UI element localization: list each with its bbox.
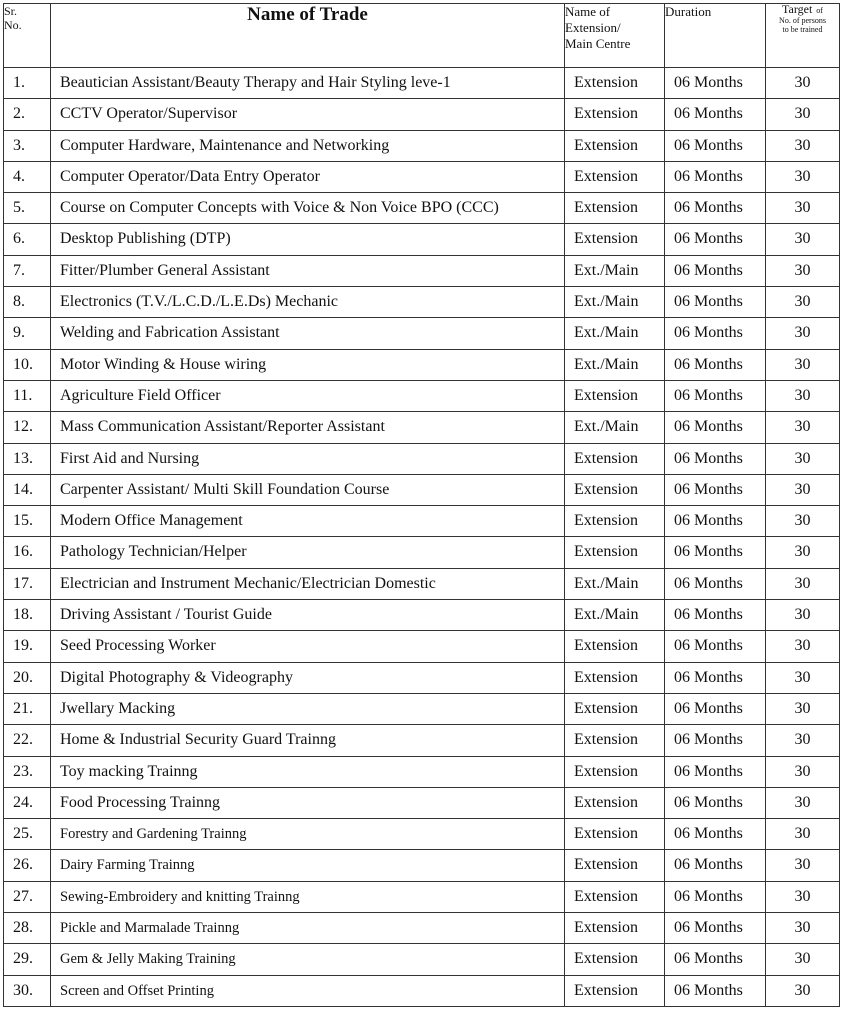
trade-name-cell: Computer Operator/Data Entry Operator [51, 161, 565, 192]
header-centre [565, 4, 665, 68]
table-row [4, 600, 840, 631]
trade-name-cell: Motor Winding & House wiring [51, 349, 565, 380]
sr-no-cell: 28. [4, 913, 51, 944]
table-row [4, 255, 840, 286]
table-row [4, 349, 840, 380]
trade-name-cell: Desktop Publishing (DTP) [51, 224, 565, 255]
table-row [4, 474, 840, 505]
target-cell: 30 [766, 975, 840, 1006]
centre-cell: Ext./Main [565, 318, 665, 349]
centre-cell: Extension [565, 787, 665, 818]
header-sr-line1: Sr. [4, 4, 18, 18]
table-row [4, 850, 840, 881]
target-cell: 30 [766, 412, 840, 443]
centre-cell: Extension [565, 693, 665, 724]
header-sr-no [4, 4, 51, 68]
centre-cell: Extension [565, 537, 665, 568]
target-cell: 30 [766, 255, 840, 286]
centre-cell: Extension [565, 725, 665, 756]
sr-no-cell: 11. [4, 380, 51, 411]
sr-no-cell: 12. [4, 412, 51, 443]
sr-no-cell: 30. [4, 975, 51, 1006]
centre-cell: Extension [565, 506, 665, 537]
header-ext-line1: Name of [565, 4, 611, 19]
trade-name-cell: CCTV Operator/Supervisor [51, 99, 565, 130]
target-cell: 30 [766, 161, 840, 192]
sr-no-cell: 19. [4, 631, 51, 662]
header-ext-line3: Main Centre [565, 36, 631, 51]
table-row [4, 693, 840, 724]
trade-name-cell: First Aid and Nursing [51, 443, 565, 474]
duration-cell: 06 Months [665, 443, 766, 474]
target-cell: 30 [766, 631, 840, 662]
duration-cell: 06 Months [665, 850, 766, 881]
duration-cell: 06 Months [665, 349, 766, 380]
trade-name-cell: Screen and Offset Printing [51, 975, 565, 1006]
duration-cell: 06 Months [665, 693, 766, 724]
target-cell: 30 [766, 287, 840, 318]
header-target [766, 4, 840, 68]
sr-no-cell: 24. [4, 787, 51, 818]
header-ext-line2: Extension/ [565, 20, 621, 35]
duration-cell: 06 Months [665, 130, 766, 161]
duration-cell: 06 Months [665, 318, 766, 349]
centre-cell: Extension [565, 631, 665, 662]
duration-cell: 06 Months [665, 287, 766, 318]
sr-no-cell: 21. [4, 693, 51, 724]
target-cell: 30 [766, 913, 840, 944]
sr-no-cell: 22. [4, 725, 51, 756]
target-cell: 30 [766, 600, 840, 631]
table-row [4, 161, 840, 192]
duration-cell: 06 Months [665, 99, 766, 130]
duration-cell: 06 Months [665, 255, 766, 286]
target-cell: 30 [766, 506, 840, 537]
target-cell: 30 [766, 130, 840, 161]
duration-cell: 06 Months [665, 975, 766, 1006]
trade-name-cell: Carpenter Assistant/ Multi Skill Foundation Course [51, 474, 565, 505]
target-cell: 30 [766, 787, 840, 818]
centre-cell: Extension [565, 819, 665, 850]
trade-name-cell: Home & Industrial Security Guard Trainng [51, 725, 565, 756]
centre-cell: Ext./Main [565, 255, 665, 286]
sr-no-cell: 17. [4, 568, 51, 599]
duration-cell: 06 Months [665, 600, 766, 631]
trade-name-cell: Forestry and Gardening Trainng [51, 819, 565, 850]
duration-cell: 06 Months [665, 819, 766, 850]
sr-no-cell: 6. [4, 224, 51, 255]
centre-cell: Ext./Main [565, 600, 665, 631]
table-row [4, 99, 840, 130]
centre-cell: Extension [565, 99, 665, 130]
centre-cell: Extension [565, 224, 665, 255]
header-target-line3: to be trained [782, 25, 823, 34]
duration-cell: 06 Months [665, 881, 766, 912]
target-cell: 30 [766, 193, 840, 224]
duration-cell: 06 Months [665, 68, 766, 99]
table-row [4, 725, 840, 756]
trade-name-cell: Driving Assistant / Tourist Guide [51, 600, 565, 631]
centre-cell: Ext./Main [565, 287, 665, 318]
trade-name-cell: Electrician and Instrument Mechanic/Electrician Domestic [51, 568, 565, 599]
sr-no-cell: 25. [4, 819, 51, 850]
trade-name-cell: Dairy Farming Trainng [51, 850, 565, 881]
table-row [4, 443, 840, 474]
sr-no-cell: 3. [4, 130, 51, 161]
duration-cell: 06 Months [665, 474, 766, 505]
trade-name-cell: Pickle and Marmalade Trainng [51, 913, 565, 944]
trade-name-cell: Course on Computer Concepts with Voice & Non Voice BPO (CCC) [51, 193, 565, 224]
header-target-of: of [816, 6, 823, 15]
table-header [4, 4, 840, 68]
table-row [4, 881, 840, 912]
table-row [4, 913, 840, 944]
table-row [4, 412, 840, 443]
sr-no-cell: 5. [4, 193, 51, 224]
sr-no-cell: 10. [4, 349, 51, 380]
target-cell: 30 [766, 944, 840, 975]
target-cell: 30 [766, 693, 840, 724]
sr-no-cell: 15. [4, 506, 51, 537]
target-cell: 30 [766, 662, 840, 693]
trade-name-cell: Food Processing Trainng [51, 787, 565, 818]
trade-name-cell: Gem & Jelly Making Training [51, 944, 565, 975]
header-target-word: Target [782, 2, 813, 16]
sr-no-cell: 2. [4, 99, 51, 130]
centre-cell: Extension [565, 756, 665, 787]
duration-cell: 06 Months [665, 568, 766, 599]
table-row [4, 506, 840, 537]
sr-no-cell: 16. [4, 537, 51, 568]
target-cell: 30 [766, 99, 840, 130]
duration-cell: 06 Months [665, 756, 766, 787]
target-cell: 30 [766, 318, 840, 349]
sr-no-cell: 14. [4, 474, 51, 505]
table-body [4, 68, 840, 1007]
sr-no-cell: 13. [4, 443, 51, 474]
duration-cell: 06 Months [665, 380, 766, 411]
header-name-of-trade: Name of Trade [51, 4, 565, 68]
trade-name-cell: Modern Office Management [51, 506, 565, 537]
table-row [4, 975, 840, 1006]
table-row [4, 631, 840, 662]
centre-cell: Extension [565, 443, 665, 474]
centre-cell: Ext./Main [565, 412, 665, 443]
duration-cell: 06 Months [665, 537, 766, 568]
trade-name-cell: Seed Processing Worker [51, 631, 565, 662]
duration-cell: 06 Months [665, 787, 766, 818]
target-cell: 30 [766, 850, 840, 881]
trade-name-cell: Agriculture Field Officer [51, 380, 565, 411]
centre-cell: Extension [565, 161, 665, 192]
table-row [4, 756, 840, 787]
duration-cell: 06 Months [665, 725, 766, 756]
target-cell: 30 [766, 568, 840, 599]
sr-no-cell: 9. [4, 318, 51, 349]
table-row [4, 819, 840, 850]
table-row [4, 662, 840, 693]
centre-cell: Extension [565, 193, 665, 224]
target-cell: 30 [766, 819, 840, 850]
duration-cell: 06 Months [665, 161, 766, 192]
table-row [4, 287, 840, 318]
duration-cell: 06 Months [665, 412, 766, 443]
centre-cell: Extension [565, 130, 665, 161]
table-row [4, 380, 840, 411]
trade-name-cell: Welding and Fabrication Assistant [51, 318, 565, 349]
target-cell: 30 [766, 68, 840, 99]
target-cell: 30 [766, 380, 840, 411]
trade-name-cell: Toy macking Trainng [51, 756, 565, 787]
trade-name-cell: Pathology Technician/Helper [51, 537, 565, 568]
trade-name-cell: Sewing-Embroidery and knitting Trainng [51, 881, 565, 912]
table-row [4, 944, 840, 975]
header-target-line2: No. of persons [779, 16, 826, 25]
duration-cell: 06 Months [665, 913, 766, 944]
centre-cell: Ext./Main [565, 349, 665, 380]
sr-no-cell: 20. [4, 662, 51, 693]
centre-cell: Extension [565, 975, 665, 1006]
centre-cell: Extension [565, 474, 665, 505]
table-row [4, 537, 840, 568]
trade-name-cell: Digital Photography & Videography [51, 662, 565, 693]
centre-cell: Extension [565, 662, 665, 693]
table-row [4, 568, 840, 599]
duration-cell: 06 Months [665, 506, 766, 537]
trade-name-cell: Jwellary Macking [51, 693, 565, 724]
table-row [4, 130, 840, 161]
target-cell: 30 [766, 443, 840, 474]
table-row [4, 318, 840, 349]
sr-no-cell: 4. [4, 161, 51, 192]
trades-table [3, 3, 840, 1007]
sr-no-cell: 29. [4, 944, 51, 975]
trade-name-cell: Computer Hardware, Maintenance and Networking [51, 130, 565, 161]
sr-no-cell: 23. [4, 756, 51, 787]
table-row [4, 224, 840, 255]
header-sr-line2: No. [4, 18, 22, 32]
duration-cell: 06 Months [665, 224, 766, 255]
trade-name-cell: Fitter/Plumber General Assistant [51, 255, 565, 286]
target-cell: 30 [766, 881, 840, 912]
centre-cell: Extension [565, 380, 665, 411]
table-row [4, 787, 840, 818]
sr-no-cell: 1. [4, 68, 51, 99]
sr-no-cell: 26. [4, 850, 51, 881]
table-row [4, 68, 840, 99]
target-cell: 30 [766, 725, 840, 756]
trade-name-cell: Mass Communication Assistant/Reporter Assistant [51, 412, 565, 443]
centre-cell: Extension [565, 850, 665, 881]
sr-no-cell: 8. [4, 287, 51, 318]
trade-name-cell: Electronics (T.V./L.C.D./L.E.Ds) Mechanic [51, 287, 565, 318]
centre-cell: Extension [565, 913, 665, 944]
target-cell: 30 [766, 474, 840, 505]
header-duration: Duration [665, 4, 766, 68]
sr-no-cell: 27. [4, 881, 51, 912]
table-row [4, 193, 840, 224]
centre-cell: Ext./Main [565, 568, 665, 599]
centre-cell: Extension [565, 944, 665, 975]
sr-no-cell: 18. [4, 600, 51, 631]
trade-name-cell: Beautician Assistant/Beauty Therapy and Hair Styling leve-1 [51, 68, 565, 99]
target-cell: 30 [766, 349, 840, 380]
duration-cell: 06 Months [665, 631, 766, 662]
target-cell: 30 [766, 756, 840, 787]
header-row [4, 4, 840, 68]
duration-cell: 06 Months [665, 944, 766, 975]
duration-cell: 06 Months [665, 662, 766, 693]
target-cell: 30 [766, 537, 840, 568]
duration-cell: 06 Months [665, 193, 766, 224]
target-cell: 30 [766, 224, 840, 255]
centre-cell: Extension [565, 68, 665, 99]
centre-cell: Extension [565, 881, 665, 912]
sr-no-cell: 7. [4, 255, 51, 286]
